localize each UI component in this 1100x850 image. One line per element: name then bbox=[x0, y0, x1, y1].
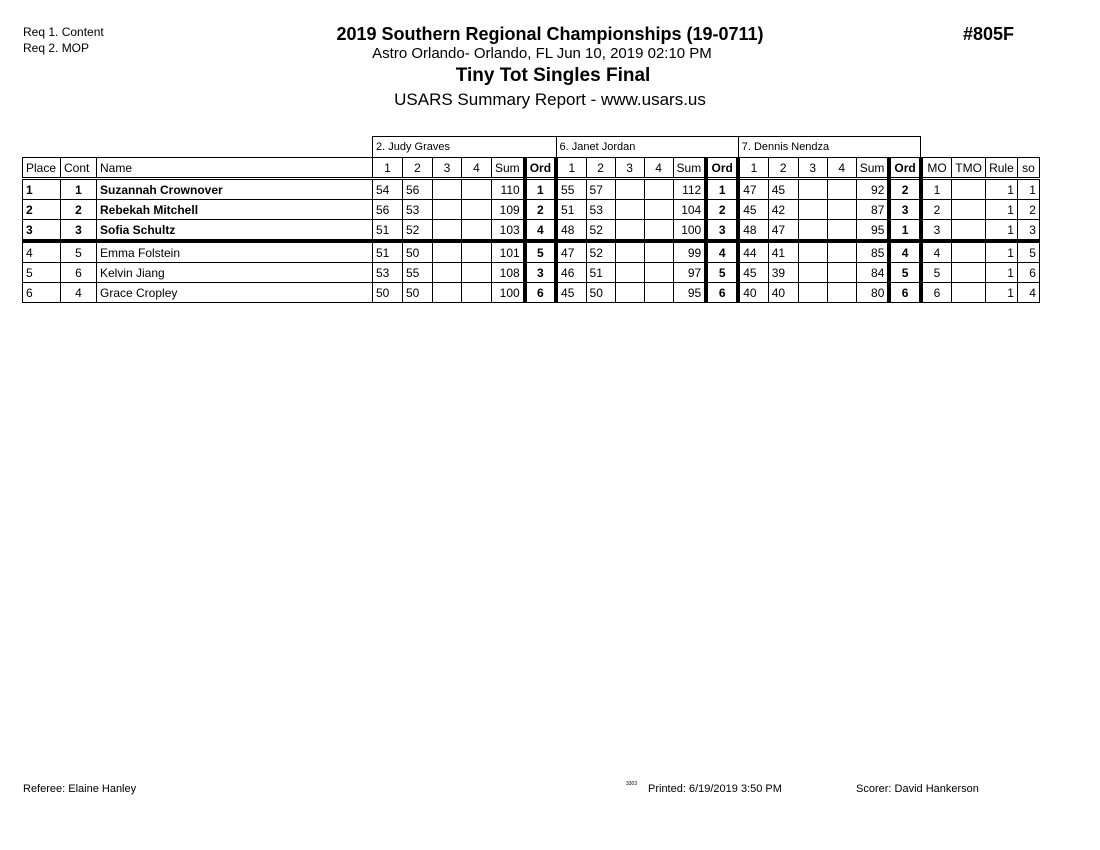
results-table bbox=[22, 136, 1040, 303]
mark-cell: 52 bbox=[403, 220, 433, 242]
tmo-cell bbox=[952, 179, 986, 200]
mark-cell bbox=[433, 179, 462, 200]
sum-cell: 97 bbox=[673, 263, 706, 283]
mark-cell: 52 bbox=[586, 241, 615, 263]
ordinal-cell: 3 bbox=[889, 200, 920, 220]
mark-cell bbox=[798, 179, 827, 200]
mark-cell: 45 bbox=[738, 200, 768, 220]
contestant-number: 3 bbox=[61, 220, 97, 242]
mark-cell bbox=[462, 283, 492, 303]
ordinal-cell: 5 bbox=[525, 241, 556, 263]
sum-cell: 84 bbox=[856, 263, 889, 283]
col-cont: Cont bbox=[61, 158, 97, 179]
mark-cell bbox=[827, 179, 856, 200]
place-cell: 4 bbox=[23, 241, 61, 263]
mo-cell: 3 bbox=[921, 220, 952, 242]
col-mo: MO bbox=[921, 158, 952, 179]
tmo-cell bbox=[952, 263, 986, 283]
sum-cell: 100 bbox=[673, 220, 706, 242]
mark-cell: 56 bbox=[373, 200, 403, 220]
skater-name: Grace Cropley bbox=[97, 283, 373, 303]
col-mark-header: 1 bbox=[373, 158, 403, 179]
col-mark-header: Ord bbox=[706, 158, 738, 179]
mark-cell bbox=[644, 179, 673, 200]
version: 3303 bbox=[626, 781, 638, 787]
mark-cell bbox=[462, 263, 492, 283]
ordinal-cell: 6 bbox=[525, 283, 556, 303]
so-cell: 5 bbox=[1017, 241, 1039, 263]
mark-cell bbox=[433, 241, 462, 263]
mark-cell: 42 bbox=[768, 200, 798, 220]
mark-cell: 53 bbox=[586, 200, 615, 220]
mark-cell bbox=[433, 220, 462, 242]
mark-cell bbox=[462, 241, 492, 263]
judge-header: 6. Janet Jordan bbox=[556, 137, 738, 158]
ordinal-cell: 3 bbox=[525, 263, 556, 283]
mark-cell bbox=[644, 241, 673, 263]
referee: Referee: Elaine Hanley bbox=[23, 783, 137, 795]
sum-cell: 85 bbox=[856, 241, 889, 263]
mark-cell bbox=[462, 179, 492, 200]
mark-cell bbox=[644, 263, 673, 283]
rule-cell: 1 bbox=[985, 220, 1017, 242]
mark-cell bbox=[615, 200, 644, 220]
tmo-cell bbox=[952, 283, 986, 303]
mark-cell bbox=[433, 200, 462, 220]
mo-cell: 5 bbox=[921, 263, 952, 283]
mark-cell bbox=[615, 220, 644, 242]
mark-cell: 45 bbox=[738, 263, 768, 283]
mark-cell bbox=[462, 220, 492, 242]
table-row bbox=[23, 283, 1040, 303]
contestant-number: 4 bbox=[61, 283, 97, 303]
sum-cell: 92 bbox=[856, 179, 889, 200]
ordinal-cell: 3 bbox=[706, 220, 738, 242]
mark-cell: 51 bbox=[586, 263, 615, 283]
mark-cell: 51 bbox=[556, 200, 586, 220]
mark-cell bbox=[827, 241, 856, 263]
contestant-number: 2 bbox=[61, 200, 97, 220]
mark-cell: 50 bbox=[373, 283, 403, 303]
mark-cell: 50 bbox=[403, 241, 433, 263]
mark-cell: 39 bbox=[768, 263, 798, 283]
col-mark-header: 4 bbox=[827, 158, 856, 179]
mark-cell bbox=[798, 200, 827, 220]
skater-name: Emma Folstein bbox=[97, 241, 373, 263]
ordinal-cell: 1 bbox=[525, 179, 556, 200]
table-row bbox=[23, 263, 1040, 283]
contestant-number: 1 bbox=[61, 179, 97, 200]
so-cell: 6 bbox=[1017, 263, 1039, 283]
mark-cell: 40 bbox=[738, 283, 768, 303]
mo-cell: 4 bbox=[921, 241, 952, 263]
col-mark-header: Sum bbox=[673, 158, 706, 179]
col-mark-header: Sum bbox=[492, 158, 525, 179]
mo-cell: 6 bbox=[921, 283, 952, 303]
mark-cell bbox=[644, 220, 673, 242]
skater-name: Kelvin Jiang bbox=[97, 263, 373, 283]
mark-cell: 47 bbox=[738, 179, 768, 200]
ordinal-cell: 2 bbox=[889, 179, 920, 200]
printed-date: Printed: 6/19/2019 3:50 PM bbox=[648, 783, 782, 795]
col-name: Name bbox=[97, 158, 373, 179]
sum-cell: 99 bbox=[673, 241, 706, 263]
requirement-1: Req 1. Content bbox=[23, 25, 104, 39]
col-place: Place bbox=[23, 158, 61, 179]
sum-cell: 101 bbox=[492, 241, 525, 263]
col-mark-header: 3 bbox=[433, 158, 462, 179]
mark-cell: 45 bbox=[768, 179, 798, 200]
mark-cell: 48 bbox=[738, 220, 768, 242]
mark-cell: 48 bbox=[556, 220, 586, 242]
col-rule: Rule bbox=[985, 158, 1017, 179]
mark-cell bbox=[462, 200, 492, 220]
table-row bbox=[23, 241, 1040, 263]
place-cell: 5 bbox=[23, 263, 61, 283]
col-mark-header: Sum bbox=[856, 158, 889, 179]
report-title: USARS Summary Report - www.usars.us bbox=[394, 90, 706, 109]
place-cell: 3 bbox=[23, 220, 61, 242]
mark-cell bbox=[433, 283, 462, 303]
ordinal-cell: 5 bbox=[889, 263, 920, 283]
mark-cell: 54 bbox=[373, 179, 403, 200]
mark-cell: 57 bbox=[586, 179, 615, 200]
col-mark-header: 1 bbox=[556, 158, 586, 179]
so-cell: 3 bbox=[1017, 220, 1039, 242]
mark-cell: 41 bbox=[768, 241, 798, 263]
tmo-cell bbox=[952, 241, 986, 263]
mark-cell: 50 bbox=[403, 283, 433, 303]
tmo-cell bbox=[952, 200, 986, 220]
ordinal-cell: 5 bbox=[706, 263, 738, 283]
ordinal-cell: 4 bbox=[525, 220, 556, 242]
sum-cell: 103 bbox=[492, 220, 525, 242]
table-row bbox=[23, 200, 1040, 220]
mark-cell bbox=[615, 241, 644, 263]
contestant-number: 5 bbox=[61, 241, 97, 263]
mark-cell bbox=[615, 283, 644, 303]
so-cell: 2 bbox=[1017, 200, 1039, 220]
rule-cell: 1 bbox=[985, 241, 1017, 263]
place-cell: 2 bbox=[23, 200, 61, 220]
mark-cell bbox=[827, 283, 856, 303]
rule-cell: 1 bbox=[985, 179, 1017, 200]
mark-cell: 46 bbox=[556, 263, 586, 283]
mark-cell: 55 bbox=[556, 179, 586, 200]
mark-cell bbox=[644, 283, 673, 303]
rule-cell: 1 bbox=[985, 263, 1017, 283]
mark-cell: 47 bbox=[556, 241, 586, 263]
mark-cell bbox=[827, 200, 856, 220]
ordinal-cell: 4 bbox=[889, 241, 920, 263]
ordinal-cell: 1 bbox=[706, 179, 738, 200]
mo-cell: 1 bbox=[921, 179, 952, 200]
mark-cell bbox=[827, 263, 856, 283]
col-mark-header: 2 bbox=[403, 158, 433, 179]
rule-cell: 1 bbox=[985, 200, 1017, 220]
col-mark-header: Ord bbox=[889, 158, 920, 179]
sum-cell: 109 bbox=[492, 200, 525, 220]
event-name: Tiny Tot Singles Final bbox=[455, 65, 651, 86]
mark-cell bbox=[798, 283, 827, 303]
place-cell: 1 bbox=[23, 179, 61, 200]
scorer: Scorer: David Hankerson bbox=[856, 783, 979, 795]
sum-cell: 100 bbox=[492, 283, 525, 303]
event-code: #805F bbox=[963, 24, 1015, 44]
table-row bbox=[23, 220, 1040, 242]
mark-cell bbox=[615, 263, 644, 283]
sum-cell: 95 bbox=[673, 283, 706, 303]
mark-cell: 50 bbox=[586, 283, 615, 303]
ordinal-cell: 2 bbox=[706, 200, 738, 220]
sum-cell: 110 bbox=[492, 179, 525, 200]
skater-name: Sofia Schultz bbox=[97, 220, 373, 242]
judge-header: 7. Dennis Nendza bbox=[738, 137, 921, 158]
judge-header: 2. Judy Graves bbox=[373, 137, 557, 158]
tmo-cell bbox=[952, 220, 986, 242]
col-mark-header: 3 bbox=[615, 158, 644, 179]
sum-cell: 80 bbox=[856, 283, 889, 303]
mark-cell: 51 bbox=[373, 220, 403, 242]
contestant-number: 6 bbox=[61, 263, 97, 283]
sum-cell: 87 bbox=[856, 200, 889, 220]
col-mark-header: 4 bbox=[644, 158, 673, 179]
col-mark-header: 1 bbox=[738, 158, 768, 179]
mo-cell: 2 bbox=[921, 200, 952, 220]
requirement-2: Req 2. MOP bbox=[23, 41, 90, 55]
so-cell: 1 bbox=[1017, 179, 1039, 200]
col-mark-header: 3 bbox=[798, 158, 827, 179]
location-line: Astro Orlando- Orlando, FL Jun 10, 2019 02:10 PM bbox=[372, 45, 712, 62]
mark-cell: 53 bbox=[373, 263, 403, 283]
ordinal-cell: 6 bbox=[889, 283, 920, 303]
mark-cell: 45 bbox=[556, 283, 586, 303]
mark-cell bbox=[644, 200, 673, 220]
mark-cell bbox=[798, 220, 827, 242]
mark-cell bbox=[798, 263, 827, 283]
sum-cell: 112 bbox=[673, 179, 706, 200]
col-mark-header: Ord bbox=[525, 158, 556, 179]
event-title: 2019 Southern Regional Championships (19-0711) bbox=[336, 24, 764, 44]
mark-cell bbox=[615, 179, 644, 200]
mark-cell bbox=[433, 263, 462, 283]
ordinal-cell: 4 bbox=[706, 241, 738, 263]
ordinal-cell: 1 bbox=[889, 220, 920, 242]
sum-cell: 108 bbox=[492, 263, 525, 283]
mark-cell bbox=[798, 241, 827, 263]
mark-cell: 47 bbox=[768, 220, 798, 242]
mark-cell: 56 bbox=[403, 179, 433, 200]
col-tmo: TMO bbox=[952, 158, 986, 179]
mark-cell: 55 bbox=[403, 263, 433, 283]
ordinal-cell: 2 bbox=[525, 200, 556, 220]
mark-cell: 44 bbox=[738, 241, 768, 263]
skater-name: Rebekah Mitchell bbox=[97, 200, 373, 220]
col-mark-header: 2 bbox=[586, 158, 615, 179]
col-mark-header: 2 bbox=[768, 158, 798, 179]
skater-name: Suzannah Crownover bbox=[97, 179, 373, 200]
col-mark-header: 4 bbox=[462, 158, 492, 179]
col-so: so bbox=[1017, 158, 1039, 179]
sum-cell: 104 bbox=[673, 200, 706, 220]
so-cell: 4 bbox=[1017, 283, 1039, 303]
place-cell: 6 bbox=[23, 283, 61, 303]
rule-cell: 1 bbox=[985, 283, 1017, 303]
ordinal-cell: 6 bbox=[706, 283, 738, 303]
mark-cell: 53 bbox=[403, 200, 433, 220]
mark-cell: 51 bbox=[373, 241, 403, 263]
mark-cell: 52 bbox=[586, 220, 615, 242]
sum-cell: 95 bbox=[856, 220, 889, 242]
mark-cell: 40 bbox=[768, 283, 798, 303]
table-row bbox=[23, 179, 1040, 200]
mark-cell bbox=[827, 220, 856, 242]
